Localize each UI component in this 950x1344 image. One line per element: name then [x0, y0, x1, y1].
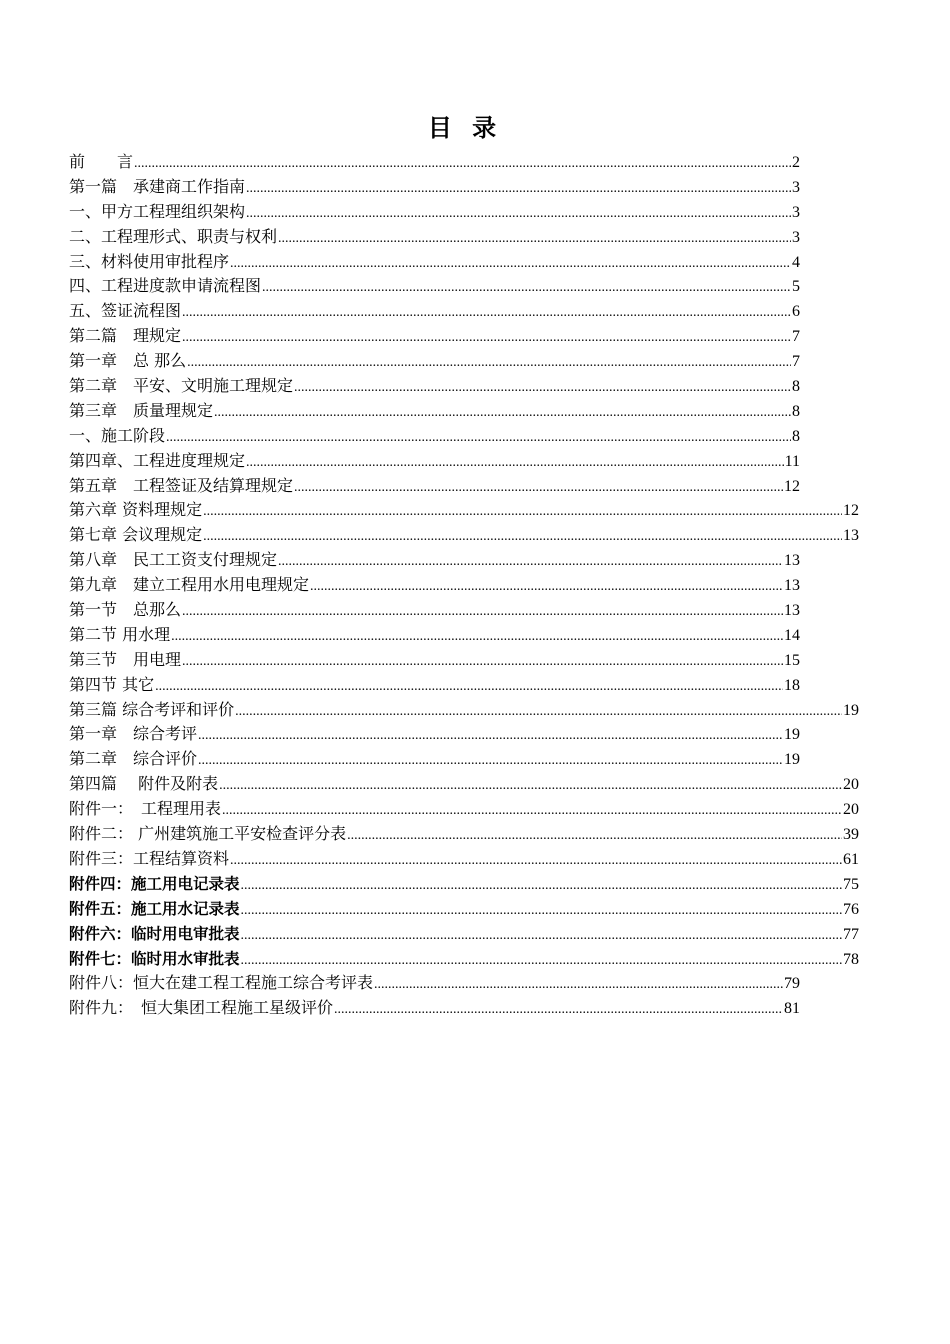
toc-entry-label: 五、签证流程图 [69, 301, 182, 321]
toc-entry-label: 第二篇 理规定 [69, 326, 182, 346]
toc-entry[interactable] [69, 399, 800, 424]
toc-dot-leader [241, 899, 842, 924]
toc-entry-label: 第三节 用电理 [69, 649, 182, 669]
toc-page-number: 13 [784, 552, 800, 570]
toc-entry-label: 第八章 民工工资支付理规定 [69, 550, 278, 570]
toc-page-number: 19 [784, 726, 800, 744]
toc-dot-leader [230, 849, 842, 874]
toc-page-number: 14 [784, 626, 800, 644]
toc-entry-label: 第二节 用水理 [69, 624, 171, 644]
toc-page-number: 11 [784, 452, 800, 470]
toc-dot-leader [203, 500, 842, 525]
toc-entry-label: 第九章 建立工程用水用电理规定 [69, 575, 310, 595]
toc-dot-leader [219, 774, 842, 799]
toc-entry-label: 附件一： 工程理用表 [69, 799, 222, 819]
toc-dot-leader [214, 401, 791, 426]
toc-entry[interactable] [69, 847, 859, 872]
toc-entry-label: 一、施工阶段 [69, 425, 166, 445]
toc-dot-leader [166, 426, 791, 451]
toc-page-number: 61 [843, 850, 859, 868]
toc-page-number: 7 [792, 353, 800, 371]
toc-dot-leader [246, 451, 784, 476]
page-title: 目 录 [427, 113, 503, 142]
toc-entry-label: 第一章 综合考评 [69, 724, 198, 744]
toc-entry-label: 附件五：施工用水记录表 [69, 899, 240, 918]
toc-page-number: 7 [792, 328, 800, 346]
toc-entry[interactable] [69, 897, 859, 922]
toc-entry[interactable] [69, 822, 859, 847]
toc-entry[interactable] [69, 747, 800, 772]
toc-entry[interactable] [69, 250, 800, 275]
toc-entry[interactable] [69, 324, 800, 349]
toc-dot-leader [241, 874, 842, 899]
toc-dot-leader [171, 625, 783, 650]
toc-dot-leader [241, 924, 842, 949]
toc-dot-leader [262, 276, 791, 301]
toc-entry-label: 第三篇 综合考评和评价 [69, 699, 235, 719]
toc-entry[interactable] [69, 150, 800, 175]
toc-entry[interactable] [69, 996, 800, 1021]
toc-dot-leader [246, 177, 791, 202]
toc-page-number: 39 [843, 826, 859, 844]
toc-entry[interactable] [69, 698, 859, 723]
toc-entry[interactable] [69, 349, 800, 374]
toc-entry[interactable] [69, 274, 800, 299]
toc-page-number: 12 [843, 502, 859, 520]
toc-entry[interactable] [69, 523, 859, 548]
toc-dot-leader [182, 326, 791, 351]
toc-page-number: 3 [792, 203, 800, 221]
toc-page-number: 19 [843, 701, 859, 719]
toc-entry[interactable] [69, 449, 800, 474]
toc-entry[interactable] [69, 623, 800, 648]
toc-dot-leader [187, 351, 791, 376]
toc-entry[interactable] [69, 797, 859, 822]
toc-entry-label: 第三章 质量理规定 [69, 400, 214, 420]
toc-page-number: 3 [792, 178, 800, 196]
toc-page-number: 78 [843, 950, 859, 968]
toc-dot-leader [294, 476, 783, 501]
toc-entry-label: 第一篇 承建商工作指南 [69, 176, 246, 196]
table-of-contents [69, 150, 869, 1021]
toc-entry[interactable] [69, 872, 859, 897]
toc-entry[interactable] [69, 548, 800, 573]
toc-entry[interactable] [69, 424, 800, 449]
toc-entry-label: 第一节 总那么 [69, 600, 182, 620]
toc-entry[interactable] [69, 673, 800, 698]
toc-entry-label: 第二章 平安、文明施工理规定 [69, 376, 294, 396]
toc-page-number: 6 [792, 303, 800, 321]
toc-entry[interactable] [69, 573, 800, 598]
toc-entry-label: 附件二： 广州建筑施工平安检查评分表 [69, 824, 347, 844]
toc-entry-label: 附件四：施工用电记录表 [69, 874, 240, 893]
toc-entry-label: 第五章 工程签证及结算理规定 [69, 475, 294, 495]
toc-page-number: 18 [784, 676, 800, 694]
toc-entry-label: 一、甲方工程理组织架构 [69, 201, 246, 221]
toc-dot-leader [334, 998, 783, 1023]
toc-dot-leader [235, 700, 842, 725]
toc-page-number: 79 [784, 975, 800, 993]
toc-entry-label: 第一章 总 那么 [69, 351, 187, 371]
toc-entry[interactable] [69, 225, 800, 250]
toc-dot-leader [294, 376, 791, 401]
toc-dot-leader [241, 949, 842, 974]
toc-page-number: 4 [792, 253, 800, 271]
toc-entry[interactable] [69, 722, 800, 747]
toc-dot-leader [347, 824, 842, 849]
toc-dot-leader [278, 550, 783, 575]
toc-entry-label: 附件七：临时用水审批表 [69, 949, 240, 968]
toc-page-number: 5 [792, 278, 800, 296]
toc-dot-leader [182, 650, 783, 675]
toc-dot-leader [310, 575, 783, 600]
toc-page-number: 20 [843, 776, 859, 794]
toc-page-number: 8 [792, 402, 800, 420]
toc-entry-label: 四、工程进度款申请流程图 [69, 276, 262, 296]
toc-entry[interactable] [69, 175, 800, 200]
toc-dot-leader [230, 252, 791, 277]
toc-dot-leader [198, 749, 783, 774]
toc-page-number: 8 [792, 427, 800, 445]
toc-page-number: 3 [792, 228, 800, 246]
toc-page-number: 81 [784, 1000, 800, 1018]
toc-entry-label: 前 言 [69, 152, 134, 171]
toc-entry[interactable] [69, 299, 800, 324]
toc-page-number: 8 [792, 378, 800, 396]
toc-entry-label: 第四篇 附件及附表 [69, 774, 219, 794]
toc-entry-label: 第二章 综合评价 [69, 749, 198, 769]
toc-dot-leader [134, 152, 791, 177]
toc-dot-leader [203, 525, 842, 550]
toc-entry-label: 第六章 资料理规定 [69, 500, 203, 520]
toc-entry-label: 二、工程理形式、职责与权利 [69, 226, 278, 246]
toc-dot-leader [155, 675, 783, 700]
toc-page-number: 13 [784, 602, 800, 620]
toc-entry-label: 附件九： 恒大集团工程施工星级评价 [69, 998, 334, 1018]
toc-dot-leader [198, 724, 783, 749]
toc-page-number: 75 [843, 875, 859, 893]
toc-entry[interactable] [69, 648, 800, 673]
toc-entry[interactable] [69, 374, 800, 399]
toc-entry[interactable] [69, 200, 800, 225]
toc-dot-leader [222, 799, 842, 824]
toc-entry-label: 附件八：恒大在建工程工程施工综合考评表 [69, 973, 374, 993]
toc-entry-label: 附件六：临时用电审批表 [69, 924, 240, 943]
toc-page-number: 77 [843, 925, 859, 943]
toc-page-number: 13 [784, 577, 800, 595]
toc-entry-label: 第四节 其它 [69, 674, 155, 694]
toc-entry[interactable] [69, 772, 859, 797]
toc-dot-leader [182, 600, 783, 625]
toc-dot-leader [182, 301, 791, 326]
toc-page-number: 13 [843, 527, 859, 545]
toc-page-number: 2 [792, 154, 800, 171]
toc-entry[interactable] [69, 922, 859, 947]
toc-entry-label: 第七章 会议理规定 [69, 525, 203, 545]
toc-entry[interactable] [69, 498, 859, 523]
toc-page-number: 19 [784, 751, 800, 769]
toc-page-number: 15 [784, 651, 800, 669]
toc-entry[interactable] [69, 598, 800, 623]
toc-entry-label: 第四章、工程进度理规定 [69, 450, 246, 470]
toc-entry-label: 附件三：工程结算资料 [69, 848, 230, 868]
toc-page-number: 20 [843, 801, 859, 819]
toc-entry[interactable] [69, 971, 800, 996]
toc-page-number: 76 [843, 900, 859, 918]
toc-dot-leader [246, 202, 791, 227]
toc-entry[interactable] [69, 474, 800, 499]
toc-entry-label: 三、材料使用审批程序 [69, 251, 230, 271]
toc-dot-leader [374, 973, 783, 998]
toc-dot-leader [278, 227, 791, 252]
toc-page-number: 12 [784, 477, 800, 495]
toc-entry[interactable] [69, 947, 859, 972]
